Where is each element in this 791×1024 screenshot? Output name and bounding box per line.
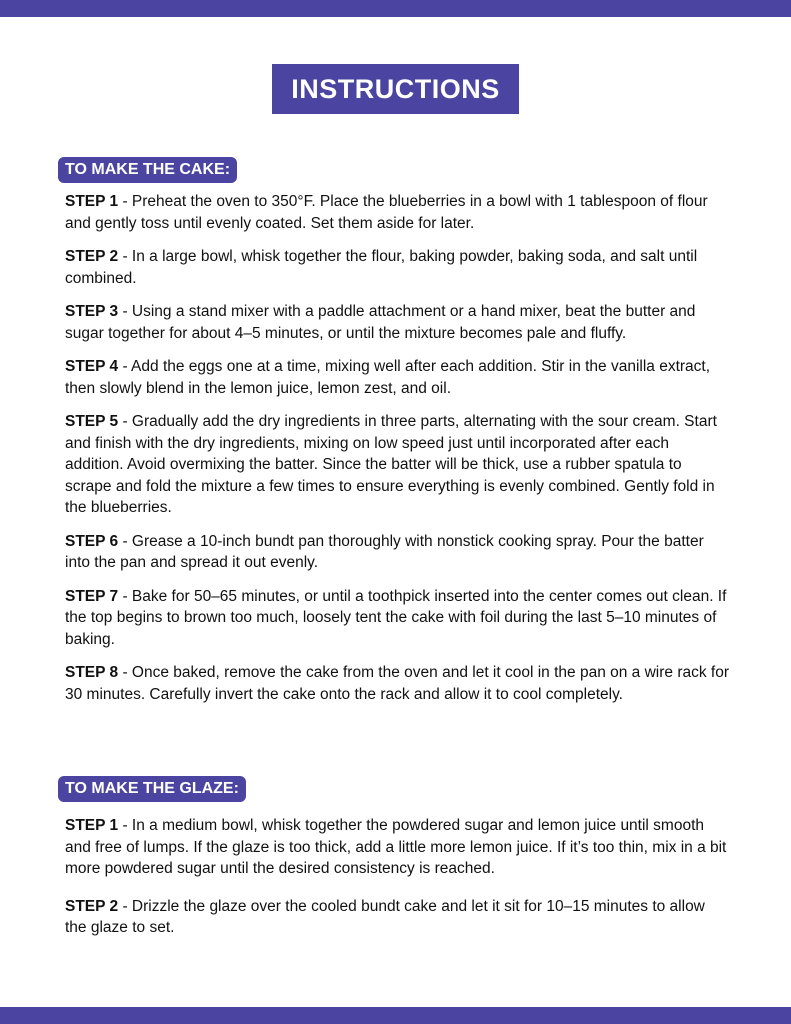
step-label: STEP 7 <box>65 587 119 605</box>
step-text: - Using a stand mixer with a paddle attachment or a hand mixer, beat the butter and sugar together for about 4–5 minutes, or until the mixture becomes pale and fluffy. <box>65 303 696 342</box>
step-label: STEP 2 <box>65 897 119 915</box>
cake-step-5 <box>65 411 730 519</box>
step-text: - In a medium bowl, whisk together the powdered sugar and lemon juice until smooth and free of lumps. If the glaze is too thick, add a little more lemon juice. If it’s too thin, mix in a bit more powdered sugar until the desired consistency is reached. <box>65 817 727 877</box>
step-text: - Gradually add the dry ingredients in three parts, alternating with the sour cream. Start and finish with the dry ingredients, mixing on low speed just until incorporated after each addition. Avoid overmixing the batter. Since the batter will be thick, use a rubber spatula to scrape and fold the mixture a few times to ensure everything is evenly combined. Gently fold in the blueberries. <box>65 413 717 516</box>
bottom-accent-bar <box>0 1007 791 1024</box>
cake-step-4 <box>65 356 730 399</box>
cake-step-2 <box>65 246 730 289</box>
cake-step-7 <box>65 586 730 651</box>
step-label: STEP 6 <box>65 532 119 550</box>
glaze-step-1 <box>65 815 730 880</box>
step-label: STEP 4 <box>65 358 119 375</box>
glaze-step-2 <box>65 896 730 939</box>
step-text: - Once baked, remove the cake from the oven and let it cool in the pan on a wire rack for 30 minutes. Carefully invert the cake onto the rack and allow it to cool completely. <box>65 664 729 703</box>
step-label: STEP 1 <box>65 817 119 834</box>
step-label: STEP 5 <box>65 413 119 430</box>
top-accent-bar <box>0 0 791 17</box>
glaze-section-heading: TO MAKE THE GLAZE: <box>58 776 246 802</box>
step-text: - Drizzle the glaze over the cooled bundt cake and let it sit for 10–15 minutes to allow the glaze to set. <box>65 897 705 936</box>
cake-step-8 <box>65 662 730 705</box>
step-text: - Grease a 10-inch bundt pan thoroughly with nonstick cooking spray. Pour the batter into the pan and spread it out evenly. <box>65 532 704 571</box>
step-label: STEP 3 <box>65 303 119 320</box>
step-text: - Bake for 50–65 minutes, or until a toothpick inserted into the center comes out clean. If the top begins to brown too much, loosely tent the cake with foil during the last 5–10 minutes of baking. <box>65 587 727 648</box>
cake-section-heading: TO MAKE THE CAKE: <box>58 157 237 183</box>
cake-step-6 <box>65 531 730 574</box>
cake-step-1 <box>65 191 730 234</box>
step-label: STEP 1 <box>65 193 119 210</box>
step-label: STEP 8 <box>65 664 119 681</box>
step-text: - In a large bowl, whisk together the flour, baking powder, baking soda, and salt until combined. <box>65 248 698 287</box>
glaze-steps-list <box>65 815 730 955</box>
step-text: - Preheat the oven to 350°F. Place the blueberries in a bowl with 1 tablespoon of flour and gently toss until evenly coated. Set them aside for later. <box>65 193 708 232</box>
step-label: STEP 2 <box>65 248 119 265</box>
page-title: INSTRUCTIONS <box>272 64 519 114</box>
step-text: - Add the eggs one at a time, mixing well after each addition. Stir in the vanilla extract, then slowly blend in the lemon juice, lemon zest, and oil. <box>65 358 711 397</box>
cake-steps-list <box>65 191 730 717</box>
cake-step-3 <box>65 301 730 344</box>
